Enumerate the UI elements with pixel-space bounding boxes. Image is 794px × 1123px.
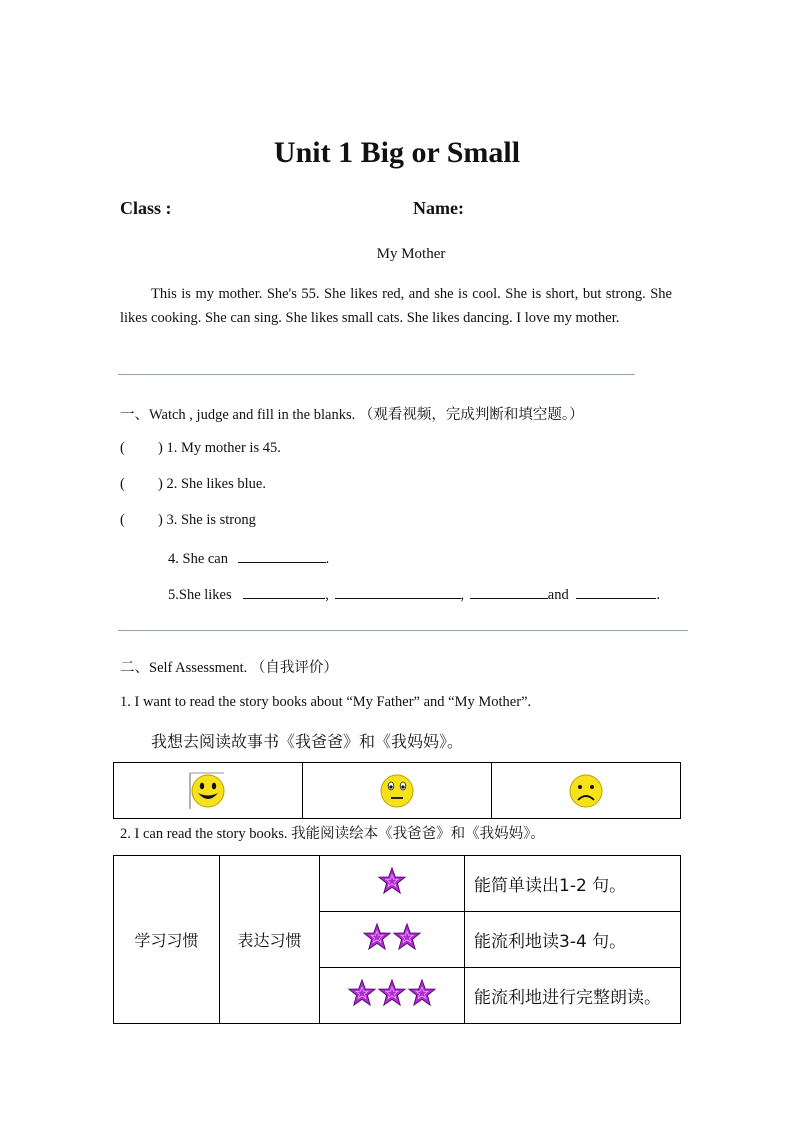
fill-item-5 — [168, 584, 660, 604]
happy-face-icon — [188, 771, 228, 811]
section2-heading: 二、Self Assessment. （自我评价） — [120, 660, 338, 676]
blank-line[interactable] — [470, 584, 548, 599]
rubric-category: 学习习惯 — [114, 856, 220, 1024]
star-rating-1[interactable] — [320, 856, 465, 912]
paren-close: ) — [158, 440, 163, 456]
star-rating-2[interactable] — [320, 912, 465, 968]
rubric-table — [113, 855, 681, 1024]
sad-face-icon — [566, 771, 606, 811]
blank-line[interactable] — [576, 584, 656, 599]
story-text: This is my mother. She's 55. She likes red, and she is cool. She is short, but strong. She likes cooking. She can sing. She likes small cats. She likes dancing. I love my mother. — [120, 286, 672, 326]
face-cell[interactable] — [303, 763, 492, 819]
face-cell[interactable] — [492, 763, 681, 819]
star-icon — [407, 978, 437, 1008]
star-icon — [347, 978, 377, 1008]
rubric-desc: 能流利地读3-4 句。 — [465, 912, 681, 968]
question-2: 2. I can read the story books. 我能阅读绘本《我爸爸》和《我妈妈》。 — [120, 826, 545, 842]
star-icon — [362, 922, 392, 952]
blank-line[interactable] — [238, 548, 326, 563]
section1-heading: 一、Watch , judge and fill in the blanks. （观看视频，完成判断和填空题。） — [120, 407, 584, 423]
star-icon — [377, 866, 407, 896]
paren-open: ( — [120, 512, 125, 528]
divider — [118, 374, 635, 375]
rubric-subcategory: 表达习惯 — [220, 856, 320, 1024]
question-1: 1. I want to read the story books about “My Father” and “My Mother”. — [120, 694, 532, 710]
paren-close: ) — [158, 512, 163, 528]
blank-line[interactable] — [335, 584, 461, 599]
blank-line[interactable] — [243, 584, 325, 599]
judge-item — [120, 440, 281, 457]
fill-prefix: 4. She can — [168, 551, 228, 567]
paren-open: ( — [120, 476, 125, 492]
comma: , — [325, 587, 329, 603]
story-title: My Mother — [376, 246, 446, 262]
question-1-cn: 我想去阅读故事书《我爸爸》和《我妈妈》。 — [151, 732, 464, 751]
neutral-face-icon — [377, 771, 417, 811]
judge-item — [120, 512, 256, 529]
star-icon — [392, 922, 422, 952]
fill-suffix: . — [325, 551, 330, 567]
name-label: Name: — [413, 198, 464, 218]
and-text: and — [547, 587, 569, 603]
paren-open: ( — [120, 440, 125, 456]
period: . — [656, 587, 660, 603]
judge-item — [120, 476, 266, 493]
star-rating-3[interactable] — [320, 968, 465, 1024]
paren-close: ) — [158, 476, 163, 492]
divider — [118, 630, 688, 631]
star-icon — [377, 978, 407, 1008]
class-label: Class : — [120, 198, 172, 218]
page-title: Unit 1 Big or Small — [273, 136, 521, 169]
face-cell[interactable] — [114, 763, 303, 819]
fill-prefix: 5.She likes — [168, 587, 232, 603]
fill-item-4 — [168, 548, 329, 568]
rubric-desc: 能流利地进行完整朗读。 — [465, 968, 681, 1024]
faces-table — [113, 762, 681, 819]
judge-item-text: 2. She likes blue. — [166, 476, 266, 492]
comma: , — [460, 587, 465, 603]
rubric-desc: 能简单读出1-2 句。 — [465, 856, 681, 912]
judge-item-text: 3. She is strong — [166, 512, 256, 528]
judge-item-text: 1. My mother is 45. — [166, 440, 281, 456]
